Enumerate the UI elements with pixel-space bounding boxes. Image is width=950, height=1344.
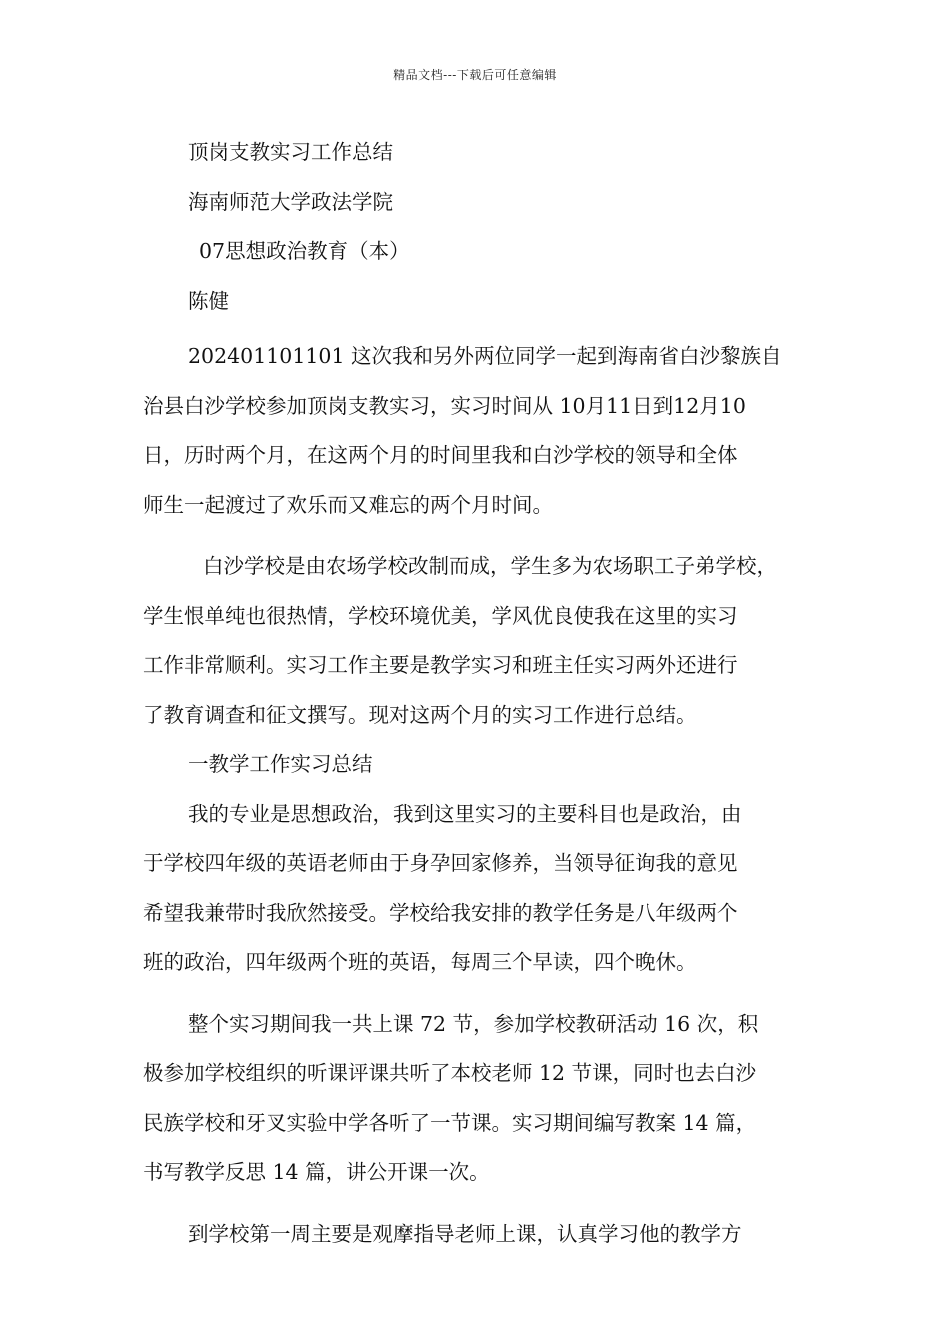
class-name: 07思想政治教育（本） — [199, 239, 410, 263]
paragraph-line: 班的政治，四年级两个班的英语，每周三个早读，四个晚休。 — [143, 950, 697, 974]
paragraph-line: 希望我兼带时我欣然接受。学校给我安排的教学任务是八年级两个 — [143, 900, 738, 925]
paragraph-line: 民族学校和牙叉实验中学各听了一节课。实习期间编写教案 14 篇， — [143, 1110, 757, 1135]
school-name: 海南师范大学政法学院 — [188, 189, 393, 214]
paragraph-line: 白沙学校是由农场学校改制而成，学生多为农场职工子弟学校， — [203, 554, 777, 578]
document-body — [143, 128, 823, 1259]
paragraph-line: 了教育调查和征文撰写。现对这两个月的实习工作进行总结。 — [143, 702, 697, 727]
paragraph-line: 治县白沙学校参加顶岗支教实习，实习时间从 10月11日到12月10 — [143, 393, 746, 418]
document-title: 顶岗支教实习工作总结 — [188, 140, 393, 164]
author-name: 陈健 — [188, 288, 229, 313]
paragraph-2 — [143, 542, 823, 740]
paragraph-line: 202401101101 这次我和另外两位同学一起到海南省白沙黎族自 — [188, 344, 782, 368]
paragraph-1 — [143, 332, 823, 530]
paragraph-line: 我的专业是思想政治，我到这里实习的主要科目也是政治，由 — [188, 801, 742, 826]
paragraph-line: 工作非常顺利。实习工作主要是教学实习和班主任实习两外还进行 — [143, 653, 738, 677]
paragraph-4 — [143, 1000, 823, 1198]
paragraph-3 — [143, 790, 823, 988]
page-header: 精品文档---下载后可任意编辑 — [393, 68, 557, 82]
paragraph-line: 到学校第一周主要是观摩指导老师上课，认真学习他的教学方 — [188, 1221, 742, 1246]
paragraph-line: 整个实习期间我一共上课 72 节，参加学校教研活动 16 次，积 — [188, 1011, 759, 1036]
section-heading: 一教学工作实习总结 — [188, 752, 373, 776]
paragraph-line: 日，历时两个月，在这两个月的时间里我和白沙学校的领导和全体 — [143, 443, 738, 467]
paragraph-line: 于学校四年级的英语老师由于身孕回家修养，当领导征询我的意见 — [143, 851, 738, 875]
paragraph-line: 学生恨单纯也很热情，学校环境优美，学风优良使我在这里的实习 — [143, 603, 738, 628]
paragraph-5 — [143, 1210, 823, 1260]
paragraph-line: 书写教学反思 14 篇，讲公开课一次。 — [143, 1160, 490, 1184]
paragraph-line: 极参加学校组织的听课评课共听了本校老师 12 节课，同时也去白沙 — [143, 1061, 757, 1085]
paragraph-line: 师生一起渡过了欢乐而又难忘的两个月时间。 — [143, 492, 553, 517]
